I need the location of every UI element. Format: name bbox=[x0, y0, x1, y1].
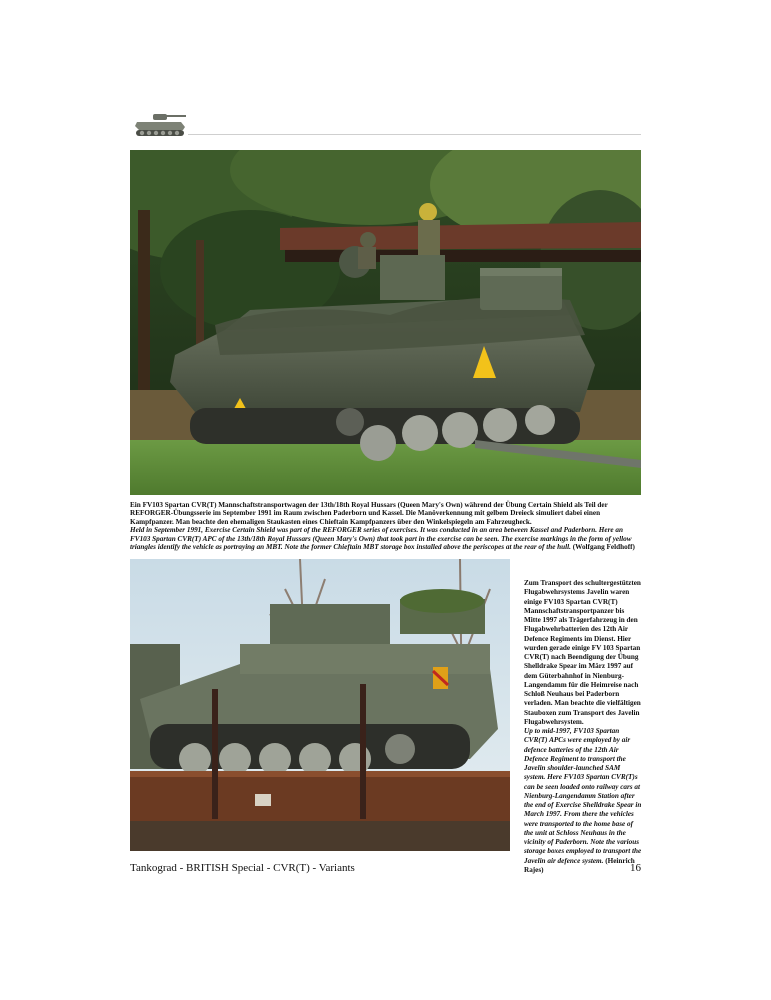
page-number: 16 bbox=[630, 862, 641, 874]
caption-english: Up to mid-1997, FV103 Spartan CVR(T) APCs were employed by air defence batteries of the 12th Air Defence Regiment to transport the Javelin shoulder-launched SAM system. Here FV103 Spartan CVR(T)s can be seen loaded onto railway cars at Nienburg-Langendamm Station after the end of Exercise Shelldrake Spear in March 1997. From there the vehicles were transported to the home base of the unit at Schloss Neuhaus in the vicinity of Paderborn. Note the various storage boxes employed to transport the Javelin air defence system. bbox=[524, 727, 642, 865]
side-photo-caption bbox=[524, 579, 642, 875]
photo-credit: (Wolfgang Feldhoff) bbox=[572, 543, 635, 552]
spartan-on-railcar-photo bbox=[130, 559, 510, 851]
caption-german: Ein FV103 Spartan CVR(T) Mannschaftstransportwagen der 13th/18th Royal Hussars (Queen Mary's Own) während der Übung Certain Shield als Teil der REFORGER-Übungsserie im September 1991 im Raum zwischen Paderborn und Kassel. Die Manöverkennung mit gelbem Dreieck simuliert dabei einen Kampfpanzer. Man beachte den ehemaligen Staukasten eines Chieftain Kampfpanzers über den Winkelspiegeln am Fahrzeugheck. bbox=[130, 501, 608, 526]
spartan-apc-forest-photo bbox=[130, 150, 641, 495]
tank-silhouette-icon bbox=[133, 108, 189, 140]
caption-english: Held in September 1991, Exercise Certain Shield was part of the REFORGER series of exercises. It was conducted in an area between Kassel and Paderborn. Here an FV103 Spartan CVR(T) APC of the 13th/18th Royal Hussars (Queen Mary's Own) that took part in the exercise can be seen. The exercise markings in the form of yellow triangles identify the vehicle as portraying an MBT. Note the former Chieftain MBT storage box installed above the periscopes at the rear of the hull. bbox=[130, 526, 632, 552]
footer-title: Tankograd - BRITISH Special - CVR(T) - Variants bbox=[130, 862, 355, 874]
header-rule bbox=[188, 134, 641, 135]
caption-german: Zum Transport des schultergestützten Flugabwehrsystems Javelin waren einige FV103 Spartan CVR(T) Mannschaftstransportpanzer bis Mitte 1997 als Trägerfahrzeug in den Flugabwehrbatterien des 12th Air Defence Regiments im Dienst. Hier wurden gerade einige FV 103 Spartan CVR(T) nach Beendigung der Übung Shelldrake Spear im März 1997 auf dem Güterbahnhof in Nienburg-Langendamm für die Heimreise nach Schloß Neuhaus bei Paderborn verladen. Man beachte die vielfältigen Stauboxen zum Transport des Javelin Flugabwehrsystem. bbox=[524, 579, 641, 726]
top-photo-caption bbox=[130, 501, 642, 551]
photo-credit: (Heinrich Rajes) bbox=[524, 856, 635, 874]
